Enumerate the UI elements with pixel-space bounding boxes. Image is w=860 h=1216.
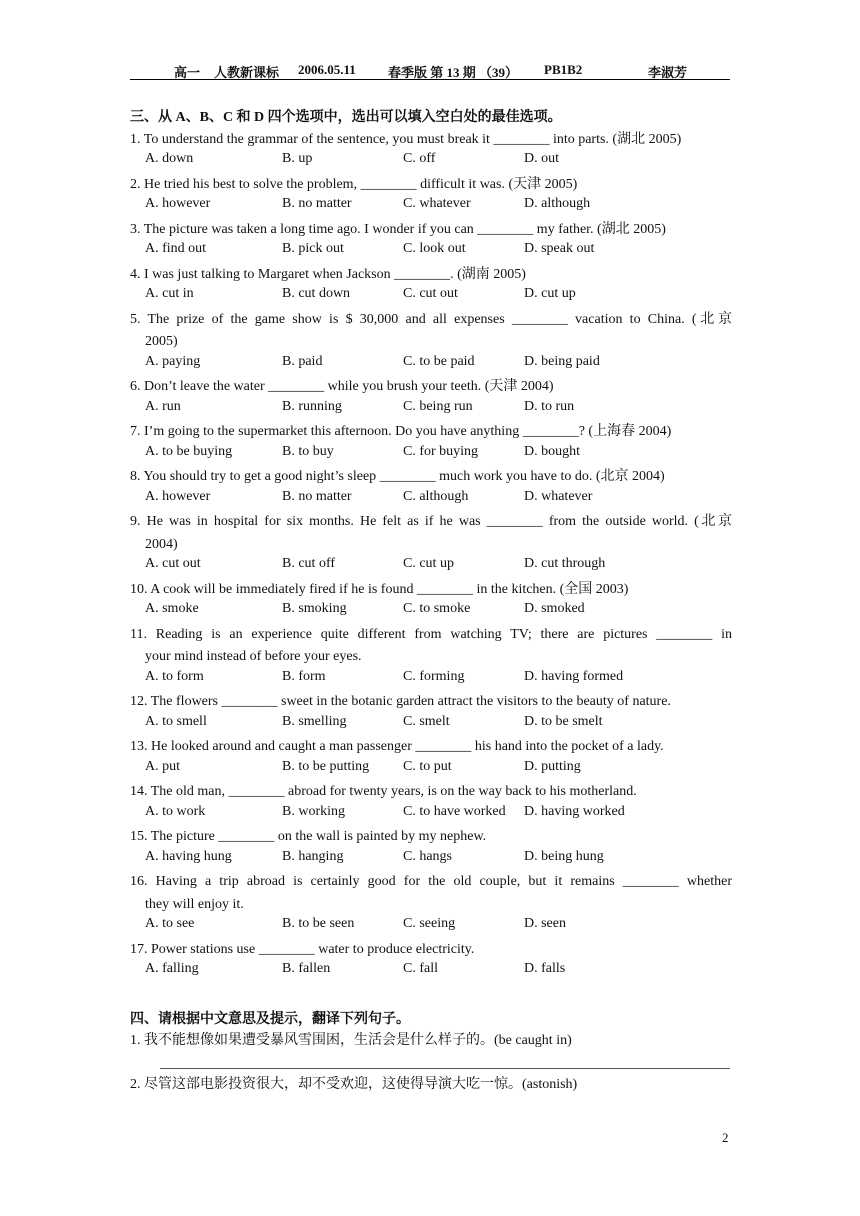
option-a[interactable]: A. smoke bbox=[145, 601, 199, 616]
question-line: 13. He looked around and caught a man passenger ________ his hand into the pocket of a lady. bbox=[130, 739, 664, 754]
option-a[interactable]: A. to work bbox=[145, 803, 206, 819]
option-a[interactable]: A. find out bbox=[145, 241, 207, 256]
answer-line bbox=[160, 1068, 730, 1069]
question-text bbox=[130, 219, 732, 242]
option-a[interactable]: A. to smell bbox=[145, 713, 207, 729]
option-b[interactable]: B. to be seen bbox=[282, 916, 355, 931]
option-a[interactable]: A. however bbox=[145, 196, 211, 211]
question-line: 7. I’m going to the supermarket this afternoon. Do you have anything ________? (上海春 2004) bbox=[130, 424, 672, 439]
question-line: 15. The picture ________ on the wall is painted by my nephew. bbox=[130, 829, 487, 844]
question-text bbox=[130, 624, 732, 669]
option-b[interactable]: B. no matter bbox=[282, 488, 352, 504]
question-line: 10. A cook will be immediately fired if he is found ________ in the kitchen. (全国 2003) bbox=[130, 581, 629, 597]
option-c[interactable]: C. cut out bbox=[403, 286, 458, 301]
option-b[interactable]: B. paid bbox=[282, 353, 323, 369]
question-text bbox=[130, 781, 732, 804]
option-d[interactable]: D. falls bbox=[524, 961, 566, 976]
option-c[interactable]: C. to have worked bbox=[403, 803, 506, 819]
option-a[interactable]: A. cut out bbox=[145, 556, 201, 571]
option-c[interactable]: C. forming bbox=[403, 668, 465, 684]
option-b[interactable]: B. to buy bbox=[282, 443, 334, 459]
option-c[interactable]: C. fall bbox=[403, 961, 438, 976]
option-c[interactable]: C. whatever bbox=[403, 196, 471, 211]
question-text bbox=[130, 466, 732, 489]
option-a[interactable]: A. having hung bbox=[145, 848, 232, 864]
question-line: 2. He tried his best to solve the problem, ________ difficult it was. (天津 2005) bbox=[130, 176, 578, 192]
question-line: 14. The old man, ________ abroad for twenty years, is on the way back to his motherland. bbox=[130, 784, 637, 799]
option-c[interactable]: C. for buying bbox=[403, 443, 479, 459]
option-c[interactable]: C. look out bbox=[403, 241, 466, 256]
option-c[interactable]: C. off bbox=[403, 151, 436, 166]
section-3-title: 三、从 A、B、C 和 D 四个选项中，选出可以填入空白处的最佳选项。 bbox=[130, 110, 562, 125]
question-line: 5. The prize of the game show is $ 30,000 and all expenses ________ vacation to China. (北京 bbox=[130, 311, 732, 327]
option-b[interactable]: B. running bbox=[282, 398, 342, 414]
question-text bbox=[130, 736, 732, 759]
option-d[interactable]: D. although bbox=[524, 196, 591, 211]
option-d[interactable]: D. having formed bbox=[524, 668, 624, 684]
option-a[interactable]: A. put bbox=[145, 758, 180, 774]
page-number: 2 bbox=[722, 1130, 729, 1145]
option-b[interactable]: B. cut off bbox=[282, 556, 336, 571]
section-4-title: 四、请根据中文意思及提示，翻译下列句子。 bbox=[130, 1012, 410, 1027]
option-b[interactable]: B. no matter bbox=[282, 196, 352, 211]
option-d[interactable]: D. putting bbox=[524, 758, 581, 774]
option-d[interactable]: D. to run bbox=[524, 398, 575, 414]
option-d[interactable]: D. whatever bbox=[524, 488, 593, 504]
question-line-continued: they will enjoy it. bbox=[145, 896, 244, 912]
page-header bbox=[130, 61, 730, 80]
header-grade: 高一 bbox=[174, 65, 201, 80]
option-c[interactable]: C. cut up bbox=[403, 556, 454, 571]
option-c[interactable]: C. being run bbox=[403, 398, 473, 414]
option-b[interactable]: B. cut down bbox=[282, 286, 351, 301]
option-d[interactable]: D. bought bbox=[524, 443, 580, 459]
question-line: 12. The flowers ________ sweet in the botanic garden attract the visitors to the beauty of nature. bbox=[130, 694, 671, 709]
option-d[interactable]: D. smoked bbox=[524, 601, 585, 616]
question-text bbox=[130, 174, 732, 197]
header-author: 李淑芳 bbox=[648, 65, 688, 80]
question-text bbox=[130, 309, 732, 354]
question-line-continued: your mind instead of before your eyes. bbox=[145, 649, 362, 664]
option-a[interactable]: A. to be buying bbox=[145, 443, 233, 459]
question-text bbox=[130, 871, 732, 916]
option-b[interactable]: B. hanging bbox=[282, 848, 344, 864]
option-b[interactable]: B. fallen bbox=[282, 961, 331, 976]
question-text bbox=[130, 579, 732, 602]
question-line: 3. The picture was taken a long time ago. I wonder if you can ________ my father. (湖北 2005) bbox=[130, 221, 666, 237]
question-line: 9. He was in hospital for six months. He felt as if he was ________ from the outside world. (北京 bbox=[130, 514, 732, 529]
question-text bbox=[130, 264, 732, 287]
question-line: 6. Don’t leave the water ________ while you brush your teeth. (天津 2004) bbox=[130, 379, 554, 394]
question-text bbox=[130, 129, 732, 152]
header-code: PB1B2 bbox=[544, 62, 583, 77]
question-line: 16. Having a trip abroad is certainly good for the old couple, but it remains ________ whether bbox=[130, 874, 732, 889]
option-d[interactable]: D. out bbox=[524, 151, 559, 166]
header-issue: 春季版 第 13 期 （39） bbox=[388, 65, 519, 80]
option-c[interactable]: C. seeing bbox=[403, 916, 456, 931]
option-d[interactable]: D. speak out bbox=[524, 241, 595, 256]
question-line: 4. I was just talking to Margaret when Jackson ________. (湖南 2005) bbox=[130, 266, 526, 282]
option-d[interactable]: D. seen bbox=[524, 916, 566, 931]
question-line: 11. Reading is an experience quite different from watching TV; there are pictures ________ in bbox=[130, 626, 732, 642]
question-text bbox=[130, 939, 732, 962]
option-a[interactable]: A. cut in bbox=[145, 286, 194, 301]
question-text bbox=[130, 826, 732, 849]
option-b[interactable]: B. pick out bbox=[282, 241, 344, 256]
question-line-continued: 2005) bbox=[145, 334, 178, 349]
question-line: 1. To understand the grammar of the sentence, you must break it ________ into parts. (湖北 2005) bbox=[130, 131, 682, 147]
question-text bbox=[130, 376, 732, 399]
option-c[interactable]: C. to smoke bbox=[403, 601, 471, 616]
question-text bbox=[130, 691, 732, 714]
question-line: 8. You should try to get a good night’s sleep ________ much work you have to do. (北京 2004) bbox=[130, 469, 665, 484]
question-line-continued: 2004) bbox=[145, 536, 178, 552]
option-b[interactable]: B. form bbox=[282, 668, 326, 684]
question-text bbox=[130, 511, 732, 556]
option-a[interactable]: A. falling bbox=[145, 961, 199, 976]
option-d[interactable]: D. being paid bbox=[524, 353, 600, 369]
header-edition: 人教新课标 bbox=[214, 65, 280, 80]
option-b[interactable]: B. smoking bbox=[282, 601, 347, 616]
option-d[interactable]: D. cut through bbox=[524, 556, 606, 571]
option-b[interactable]: B. working bbox=[282, 803, 345, 819]
translation-item: 2. 尽管这部电影投资很大，却不受欢迎，这使得导演大吃一惊。(astonish) bbox=[130, 1077, 578, 1092]
option-d[interactable]: D. having worked bbox=[524, 803, 625, 819]
option-a[interactable]: A. run bbox=[145, 398, 181, 414]
option-b[interactable]: B. up bbox=[282, 151, 313, 166]
option-d[interactable]: D. cut up bbox=[524, 286, 576, 301]
option-a[interactable]: A. paying bbox=[145, 353, 201, 369]
option-c[interactable]: C. smelt bbox=[403, 713, 450, 729]
option-c[interactable]: C. to be paid bbox=[403, 353, 475, 369]
option-a[interactable]: A. to form bbox=[145, 668, 204, 684]
option-b[interactable]: B. to be putting bbox=[282, 758, 370, 774]
option-a[interactable]: A. down bbox=[145, 151, 194, 166]
header-date: 2006.05.11 bbox=[298, 62, 356, 77]
option-c[interactable]: C. although bbox=[403, 488, 469, 504]
option-a[interactable]: A. to see bbox=[145, 916, 195, 931]
translation-item: 1. 我不能想像如果遭受暴风雪围困，生活会是什么样子的。(be caught in) bbox=[130, 1033, 572, 1048]
question-line: 17. Power stations use ________ water to produce electricity. bbox=[130, 941, 475, 957]
option-d[interactable]: D. being hung bbox=[524, 848, 604, 864]
option-d[interactable]: D. to be smelt bbox=[524, 713, 603, 729]
option-c[interactable]: C. hangs bbox=[403, 848, 452, 864]
option-a[interactable]: A. however bbox=[145, 488, 211, 504]
question-text bbox=[130, 421, 732, 444]
option-b[interactable]: B. smelling bbox=[282, 713, 347, 729]
option-c[interactable]: C. to put bbox=[403, 758, 452, 774]
